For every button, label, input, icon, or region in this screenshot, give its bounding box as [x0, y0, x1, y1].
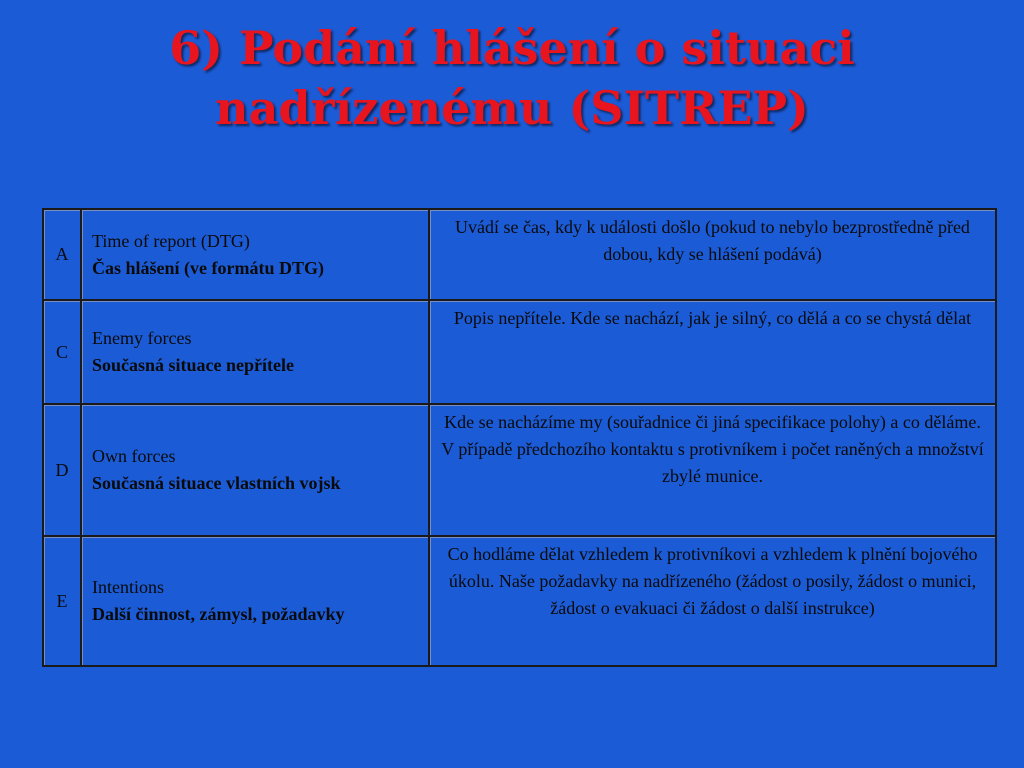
table-row [44, 301, 997, 405]
slide-title-line-1: 6) Podání hlášení o situaci [169, 21, 855, 75]
row-name-english: Time of report (DTG) [92, 230, 250, 251]
row-description: Uvádí se čas, kdy k události došlo (pokud to nebylo bezprostředně před dobou, kdy se hlášení podává) [430, 210, 997, 301]
row-name-english: Enemy forces [92, 328, 192, 348]
table-row [44, 537, 997, 667]
table-row [44, 210, 997, 301]
row-letter: A [44, 210, 82, 301]
row-description: Kde se nacházíme my (souřadnice či jiná specifikace polohy) a co děláme. V případě předchozího kontaktu s protivníkem i počet raněných a množství zbylé munice. [430, 405, 997, 537]
row-letter: C [44, 301, 82, 405]
row-description: Popis nepřítele. Kde se nachází, jak je silný, co dělá a co se chystá dělat [430, 301, 997, 405]
sitrep-table [42, 208, 997, 667]
row-name-cell [82, 537, 430, 667]
row-name-cell [82, 301, 430, 405]
slide-title [0, 18, 1024, 138]
row-name-czech: Současná situace nepřítele [92, 355, 294, 375]
row-name-czech: Současná situace vlastních vojsk [92, 473, 341, 493]
row-description: Co hodláme dělat vzhledem k protivníkovi a vzhledem k plnění bojového úkolu. Naše požadavky na nadřízeného (žádost o posily, žádost o munici, žádost o evakuaci či žádost o další instrukce) [430, 537, 997, 667]
row-letter: D [44, 405, 82, 537]
sitrep-table-container [42, 208, 997, 667]
row-letter: E [44, 537, 82, 667]
row-name-english: Own forces [92, 446, 176, 466]
row-name-cell [82, 405, 430, 537]
row-name-czech: Další činnost, zámysl, požadavky [92, 604, 345, 624]
table-row [44, 405, 997, 537]
row-name-cell [82, 210, 430, 301]
row-name-czech: Čas hlášení (ve formátu DTG) [92, 257, 324, 278]
slide-title-line-2: nadřízenému (SITREP) [215, 81, 809, 135]
row-name-english: Intentions [92, 577, 164, 597]
